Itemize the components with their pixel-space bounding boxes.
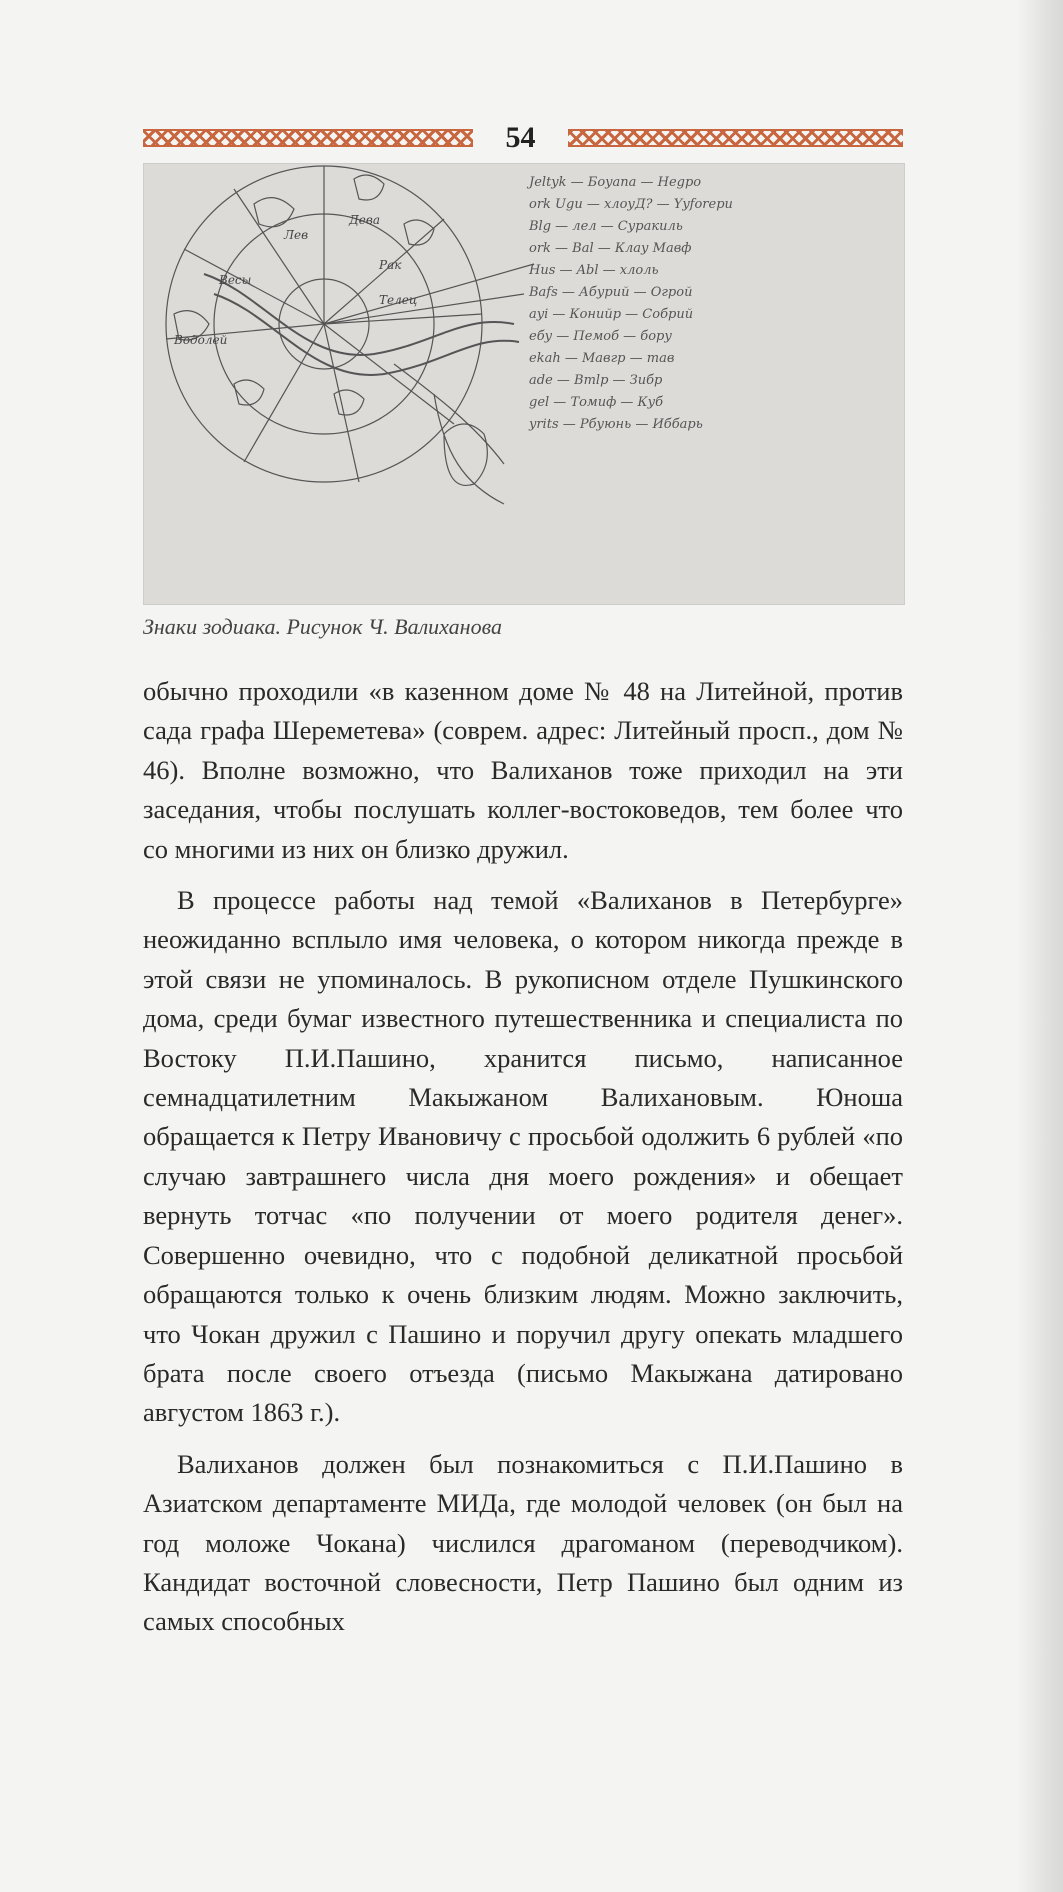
sketch-label-6: Лев <box>284 228 309 242</box>
note-line-10: ade — Bmlp — Зибр <box>529 373 663 388</box>
handwritten-notes <box>526 175 733 432</box>
note-line-11: gel — Томиф — Куб <box>529 395 664 410</box>
note-line-12: yrits — Рбуюнь — Иббарь <box>529 417 703 432</box>
paragraph: Валиханов должен был познакомиться с П.И.Пашино в Азиатском департаменте МИДа, где молодой человек (он был на год моложе Чокана) числился драгоманом (переводчиком). Кандидат восточной словесности, Петр Пашино был одним из самых способных <box>143 1448 903 1637</box>
paragraph: В процессе работы над темой «Валиханов в Петербурге» неожиданно всплыло имя человека, о котором никогда прежде в этой связи не упоминалось. В рукописном отделе Пушкинского дома, среди бумаг известного путешественника и специалиста по Востоку П.И.Пашино, хранится письмо, написанное семнадцатилетним Макыжаном Валихановым. Юноша обращается к Петру Ивановичу с просьбой одолжить 6 рублей «по случаю завтрашнего числа дня моего рождения» и обещает вернуть тотчас «по получении от моего родителя денег». Совершенно очевидно, что с подобной деликатной просьбой обращаются только к очень близким людям. Можно заключить, что Чокан дружил с Пашино и поручил другу опекать младшего брата после своего отъезда (письмо Макыжана датировано августом 1863 г.). <box>143 885 903 1428</box>
figure-caption: Знаки зодиака. Рисунок Ч. Валиханова <box>143 614 502 639</box>
page-header <box>143 121 903 154</box>
body-text <box>143 672 903 1642</box>
paragraph: обычно проходили «в казенном доме № 48 на Литейной, против сада графа Шереметева» (соврем. адрес: Литейный просп., дом № 46). Вполне возможно, что Валиханов тоже приходил на эти заседания, чтобы послушать коллег-востоковедов, тем более что со многими из них он близко дружил. <box>143 676 903 864</box>
sketch-label-4: Водолей <box>174 333 228 347</box>
note-line-7: ayi — Конийр — Собрий <box>529 307 694 322</box>
header-ornament-left <box>143 129 473 147</box>
note-line-2: ork Ugu — хлоуД? — Yyforepu <box>529 197 733 212</box>
zodiac-drawing-figure <box>143 163 905 605</box>
note-line-4: ork — Bal — Клау Мавф <box>529 241 692 256</box>
sketch-label-2: Рак <box>379 258 402 272</box>
note-line-1: Jeltyk — Боyana — Hegpo <box>529 175 702 190</box>
zodiac-sketch <box>144 164 904 604</box>
page-edge-shadow <box>1017 0 1063 1892</box>
header-ornament-right <box>568 129 903 147</box>
sketch-label-3: Телец <box>379 293 418 307</box>
note-line-5: Hus — Abl — хлоль <box>529 263 659 278</box>
note-line-9: ekah — Мавгр — тав <box>529 351 675 366</box>
sketch-label-5: Весы <box>219 273 252 287</box>
sketch-label-1: Дева <box>349 213 380 227</box>
note-line-3: Blg — лел — Суракиль <box>529 219 683 234</box>
note-line-6: Bafs — Абурий — Огрой <box>529 285 693 300</box>
page-number: 54 <box>505 121 536 154</box>
note-line-8: ебу — Пемоб — бору <box>529 329 672 344</box>
